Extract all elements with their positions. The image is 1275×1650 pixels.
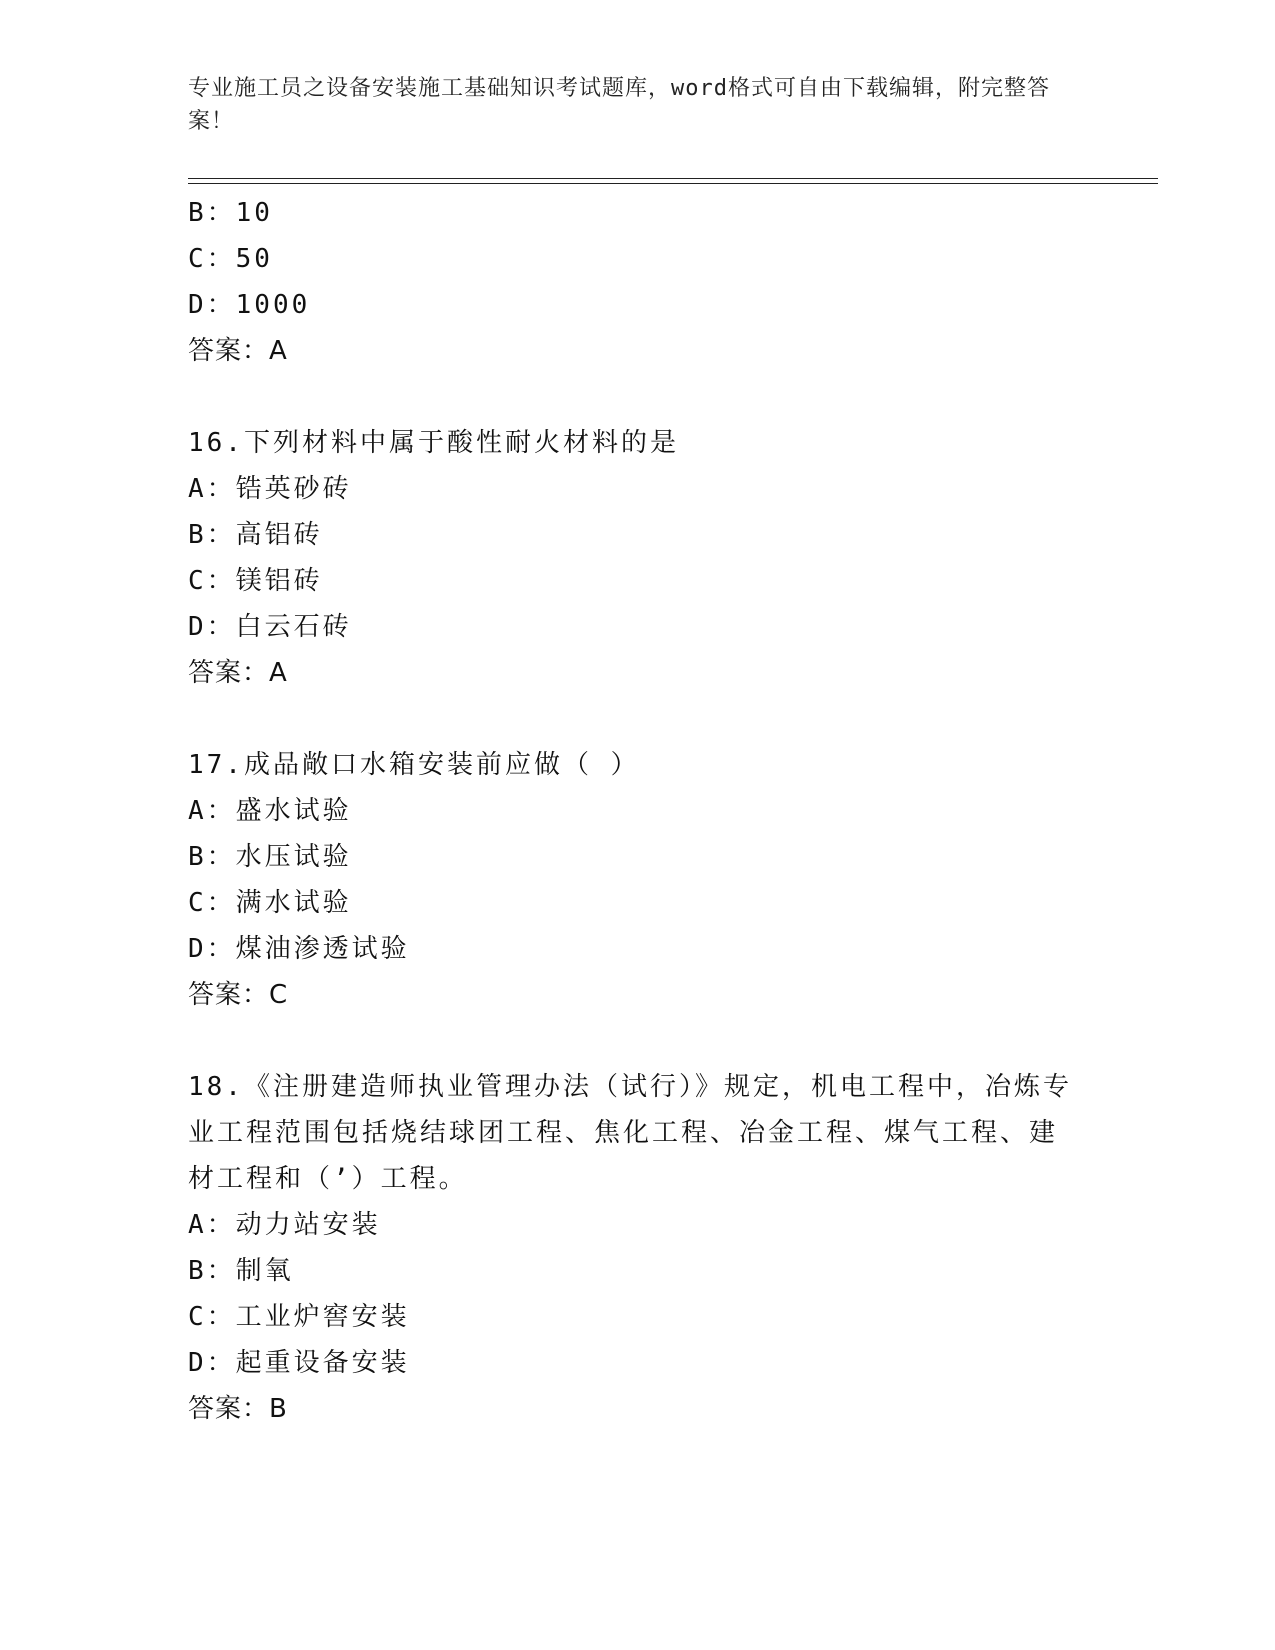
option-b: B：10: [188, 198, 273, 228]
option-c: C：工业炉窖安装: [188, 1302, 410, 1332]
option-a: A：盛水试验: [188, 796, 352, 826]
spacer: [188, 1018, 1088, 1064]
option-b: B：高铝砖: [188, 520, 323, 550]
option-b: B：水压试验: [188, 842, 352, 872]
spacer: [188, 374, 1088, 420]
header-rule-top: [188, 178, 1158, 179]
header-rule-bottom: [188, 183, 1158, 184]
option-d: D：1000: [188, 290, 311, 320]
option-b: B：制氧: [188, 1256, 294, 1286]
question-text: 17.成品敞口水箱安装前应做（ ）: [188, 750, 640, 780]
spacer: [188, 696, 1088, 742]
answer: 答案：C: [188, 980, 289, 1010]
option-d: D：起重设备安装: [188, 1348, 410, 1378]
option-d: D：煤油渗透试验: [188, 934, 410, 964]
option-c: C：50: [188, 244, 273, 274]
option-c: C：满水试验: [188, 888, 352, 918]
option-d: D：白云石砖: [188, 612, 352, 642]
document-header: 专业施工员之设备安装施工基础知识考试题库，word格式可自由下载编辑，附完整答案！: [188, 76, 1050, 134]
option-c: C：镁铝砖: [188, 566, 323, 596]
question-list: [188, 190, 1088, 1432]
question-16: [188, 420, 1088, 696]
answer: 答案：A: [188, 336, 288, 366]
question-text: 16.下列材料中属于酸性耐火材料的是: [188, 428, 679, 458]
option-a: A：动力站安装: [188, 1210, 381, 1240]
answer: 答案：B: [188, 1394, 288, 1424]
question-15: [188, 190, 1088, 374]
question-18: [188, 1064, 1088, 1432]
question-17: [188, 742, 1088, 1018]
question-text: 18.《注册建造师执业管理办法（试行）》规定，机电工程中，冶炼专业工程范围包括烧结球团工程、焦化工程、冶金工程、煤气工程、建材工程和（’）工程。: [188, 1072, 1072, 1194]
answer: 答案：A: [188, 658, 288, 688]
option-a: A：锆英砂砖: [188, 474, 352, 504]
